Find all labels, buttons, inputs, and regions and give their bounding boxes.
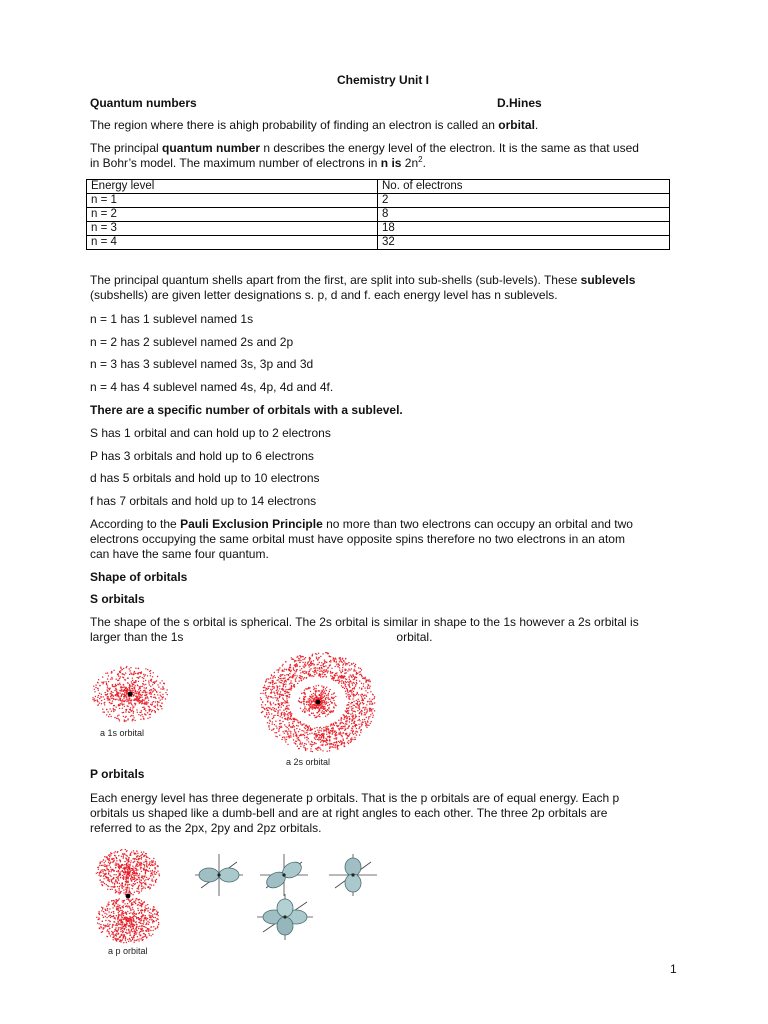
n-line: n = 4 has 4 sublevel named 4s, 4p, 4d and 4f. bbox=[90, 380, 334, 394]
text: (subshells) are given letter designations s. p, d and f. each energy level has n sublevels. bbox=[90, 288, 558, 302]
bold-term: Pauli Exclusion Principle bbox=[180, 517, 323, 531]
text: in Bohr’s model. The maximum number of electrons in bbox=[90, 156, 381, 170]
energy-level-table bbox=[86, 179, 670, 250]
bold-term: n is bbox=[380, 156, 402, 170]
text: larger than the 1s bbox=[90, 630, 184, 644]
text: . bbox=[422, 156, 426, 170]
combined-p-orbitals-diagram bbox=[255, 892, 315, 942]
text: no more than two electrons can occupy an orbital and two bbox=[322, 517, 633, 531]
principal-paragraph bbox=[90, 141, 690, 171]
pauli-paragraph bbox=[90, 517, 690, 562]
orbital-line: S has 1 orbital and can hold up to 2 electrons bbox=[90, 426, 331, 440]
2s-orbital-caption: a 2s orbital bbox=[286, 757, 331, 767]
table-header-row bbox=[87, 180, 670, 194]
bold-term: sublevels bbox=[580, 273, 636, 287]
table-cell: 32 bbox=[378, 236, 670, 250]
text: . bbox=[534, 118, 539, 132]
s-orbital-paragraph bbox=[90, 615, 690, 645]
page-title: Chemistry Unit I bbox=[337, 73, 430, 87]
table-cell: 2 bbox=[378, 194, 670, 208]
1s-orbital-image bbox=[88, 662, 176, 728]
1s-orbital-caption: a 1s orbital bbox=[100, 728, 145, 738]
orbital-line: f has 7 orbitals and hold up to 14 electrons bbox=[90, 494, 317, 508]
n-line: n = 1 has 1 sublevel named 1s bbox=[90, 312, 254, 326]
p-orbital-image bbox=[92, 846, 164, 946]
orbital-definition bbox=[90, 118, 538, 133]
text: referred to as the 2px, 2py and 2pz orbitals. bbox=[90, 821, 322, 835]
sublevels-paragraph bbox=[90, 273, 690, 303]
2s-orbital-image bbox=[255, 648, 381, 756]
superscript: 2 bbox=[418, 155, 423, 164]
table-cell: n = 2 bbox=[87, 208, 378, 222]
shape-heading: Shape of orbitals bbox=[90, 570, 188, 584]
text: n describes the energy level of the electron. It is the same as that used bbox=[260, 141, 639, 155]
section-subtitle: Quantum numbers bbox=[90, 96, 197, 110]
table-header-cell: Energy level bbox=[87, 180, 378, 194]
page-number: 1 bbox=[670, 962, 677, 976]
p-orbitals-heading: P orbitals bbox=[90, 767, 145, 781]
orbital-line: d has 5 orbitals and hold up to 10 electrons bbox=[90, 471, 320, 485]
table-cell: n = 3 bbox=[87, 222, 378, 236]
text: Each energy level has three degenerate p orbitals. That is the p orbitals are of equal energy. Each p bbox=[90, 791, 620, 805]
text: The shape of the s orbital is spherical. The 2s orbital is similar in shape to the 1s however a 2s orbital is bbox=[90, 615, 639, 629]
p-orbital-paragraph bbox=[90, 791, 690, 836]
table-cell: n = 4 bbox=[87, 236, 378, 250]
s-orbitals-heading: S orbitals bbox=[90, 592, 145, 606]
table-row bbox=[87, 222, 670, 236]
text: can have the same four quantum. bbox=[90, 547, 269, 561]
n-line: n = 2 has 2 sublevel named 2s and 2p bbox=[90, 335, 294, 349]
text: The principal bbox=[90, 141, 163, 155]
table-row bbox=[87, 194, 670, 208]
text: electrons occupying the same orbital must have opposite spins therefore no two electrons in an atom bbox=[90, 532, 625, 546]
px-orbital-diagram bbox=[193, 852, 245, 898]
pz-orbital-diagram bbox=[327, 852, 379, 898]
text: The region where there is ahigh probability of finding an electron is called an bbox=[90, 118, 499, 132]
table-header-cell: No. of electrons bbox=[378, 180, 670, 194]
author-name: D.Hines bbox=[497, 96, 542, 110]
text: orbitals us shaped like a dumb-bell and are at right angles to each other. The three 2p orbitals are bbox=[90, 806, 608, 820]
n-line: n = 3 has 3 sublevel named 3s, 3p and 3d bbox=[90, 357, 314, 371]
table-row bbox=[87, 208, 670, 222]
bold-term: orbital bbox=[498, 118, 535, 132]
p-orbital-caption: a p orbital bbox=[108, 946, 148, 956]
table-row bbox=[87, 236, 670, 250]
orbitals-heading: There are a specific number of orbitals with a sublevel. bbox=[90, 403, 403, 417]
table-cell: n = 1 bbox=[87, 194, 378, 208]
table-cell: 8 bbox=[378, 208, 670, 222]
text: The principal quantum shells apart from the first, are split into sub-shells (sub-levels). These bbox=[90, 273, 581, 287]
bold-term: quantum number bbox=[162, 141, 261, 155]
text: 2n bbox=[401, 156, 419, 170]
text: orbital. bbox=[396, 630, 433, 644]
table-cell: 18 bbox=[378, 222, 670, 236]
orbital-line: P has 3 orbitals and hold up to 6 electrons bbox=[90, 449, 314, 463]
text: According to the bbox=[90, 517, 181, 531]
